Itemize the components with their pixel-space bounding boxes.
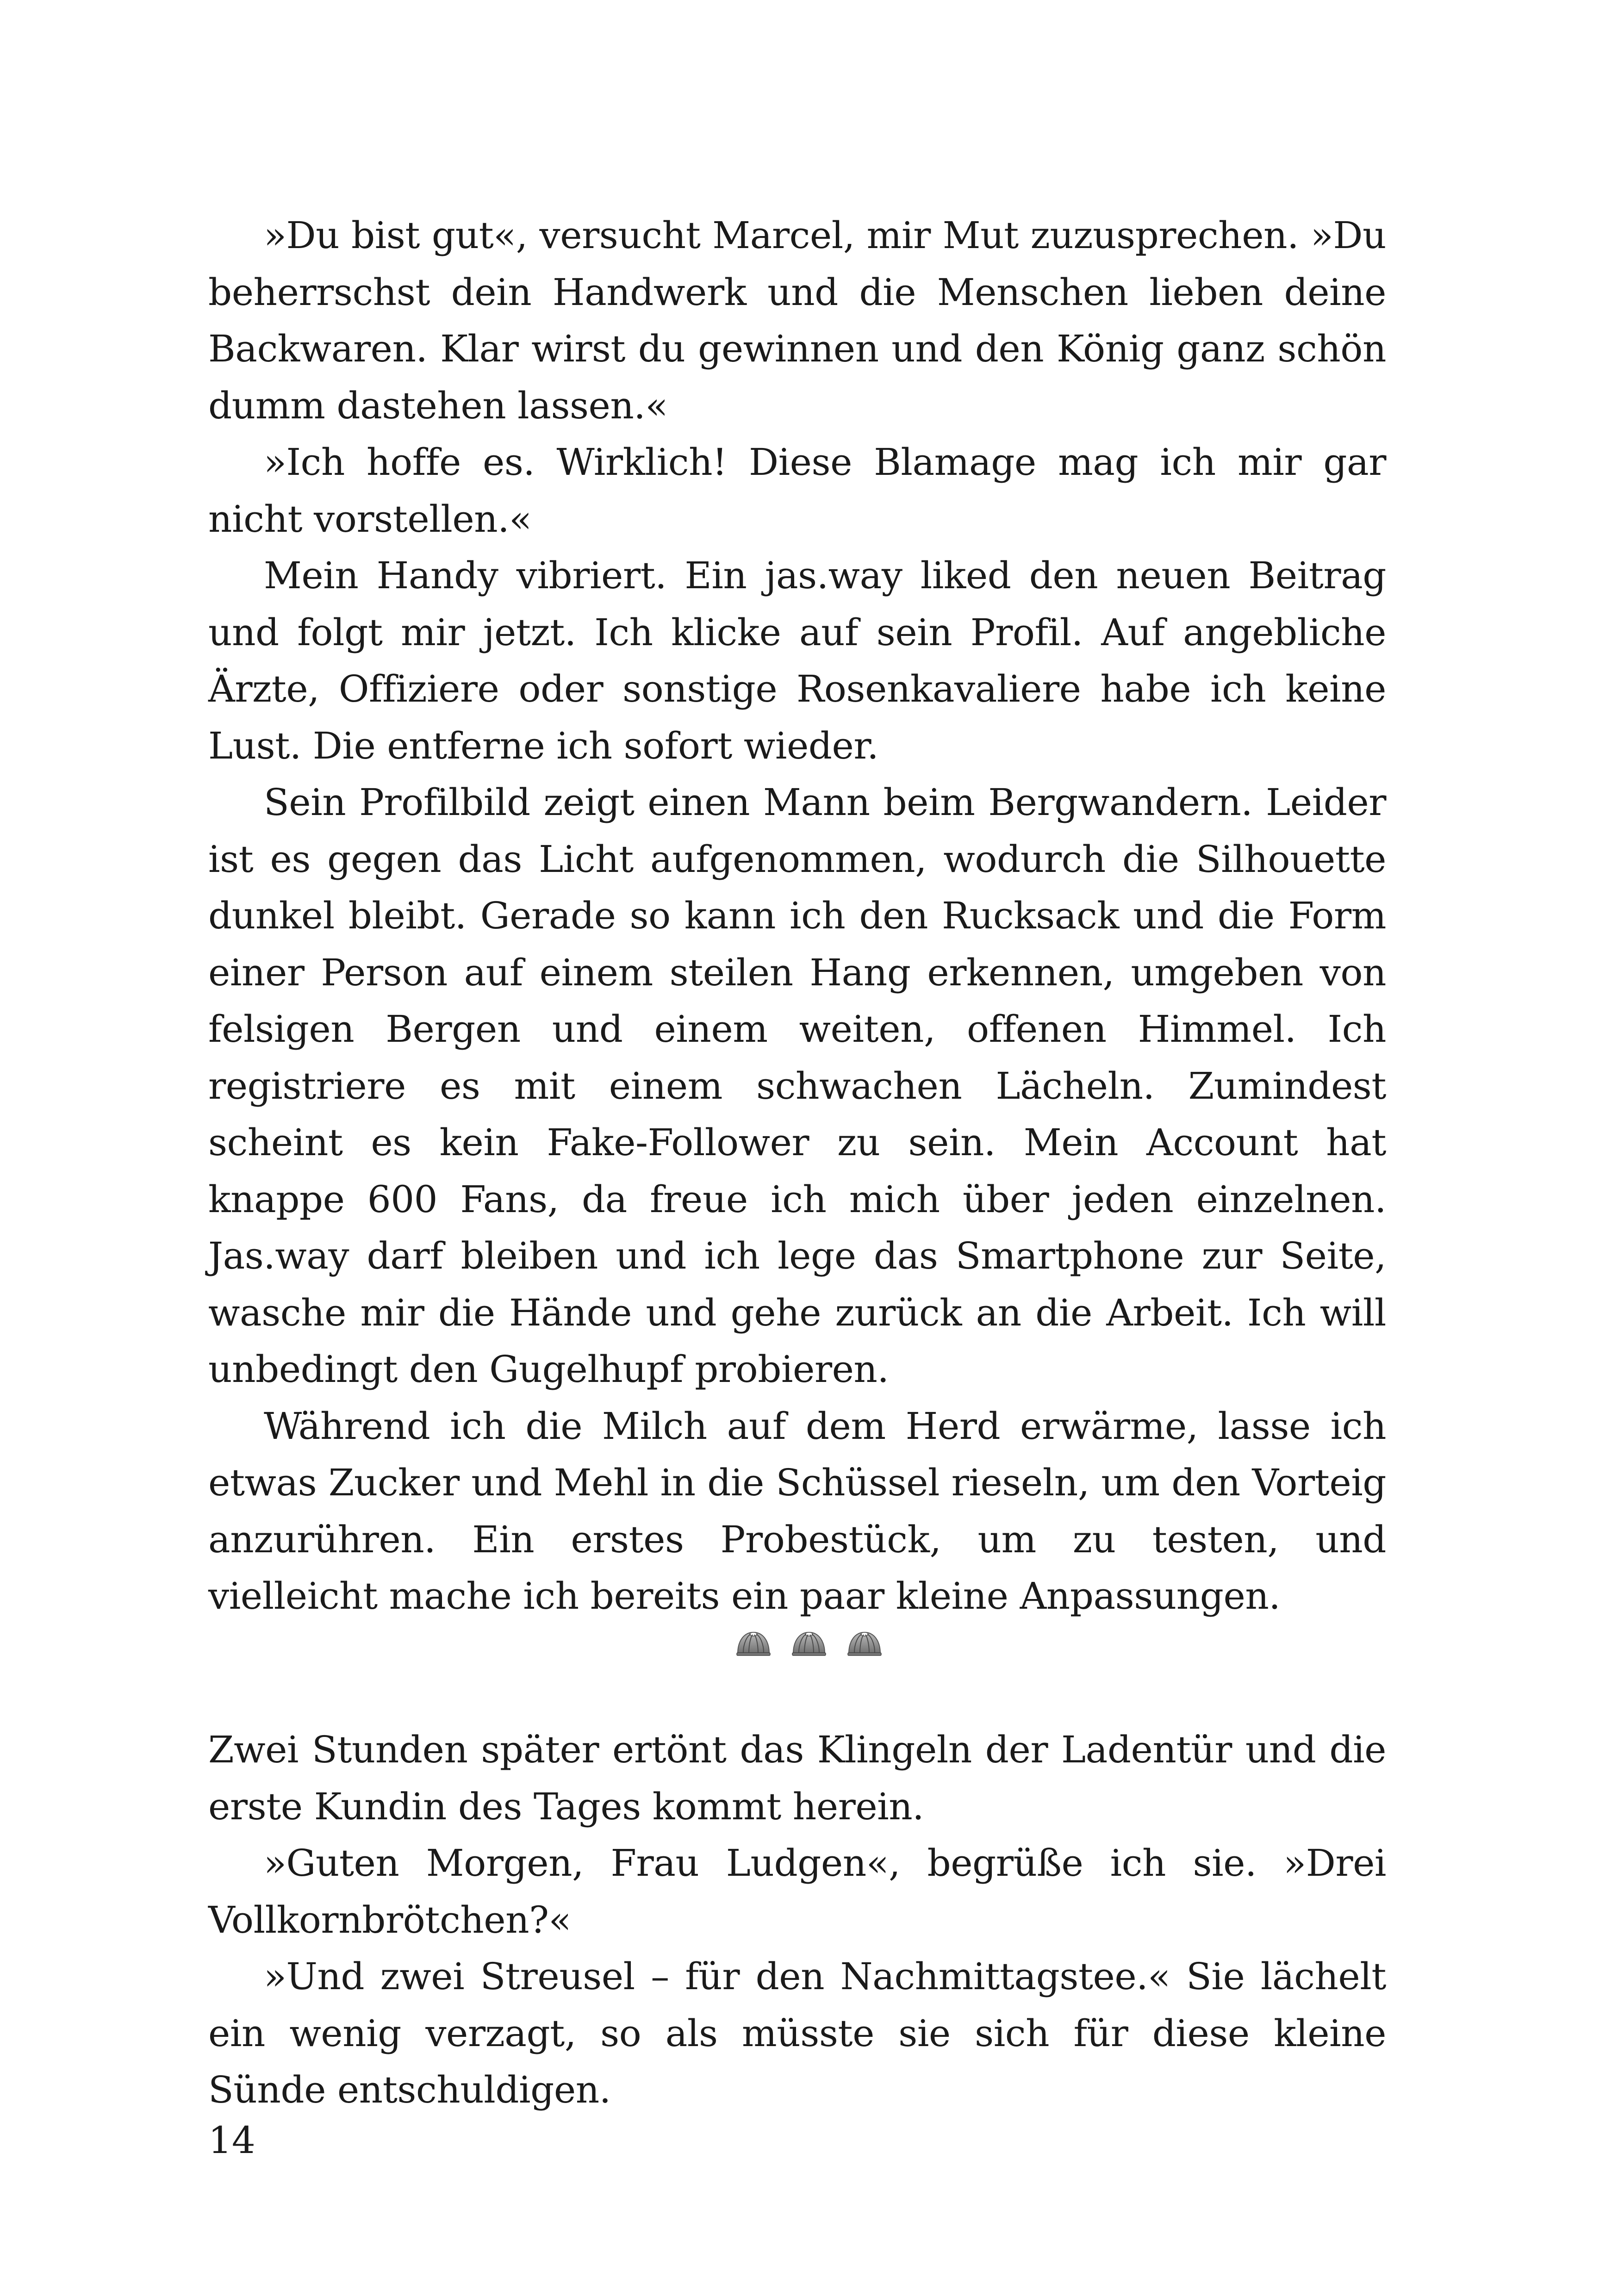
paragraph: Mein Handy vibriert. Ein jas.way liked den neuen Beitrag und folgt mir jetzt. Ich klicke auf sein Profil. Auf angebliche Ärzte, Offiziere oder sonstige Rosenkavaliere habe ich keine Lust. Die entferne ich sofort wieder. [208,554,1386,767]
text-section-2 [208,1722,1386,2119]
gugelhupf-icon [790,1627,828,1659]
paragraph: »Und zwei Streusel – für den Nachmittagstee.« Sie lächelt ein wenig verzagt, so als müsste sie sich für diese kleine Sünde entschuldigen. [208,1955,1386,2111]
paragraph: Zwei Stunden später ertönt das Klingeln der Ladentür und die erste Kundin des Tages kommt herein. [208,1728,1386,1828]
section-divider-ornament [716,1627,902,1668]
paragraph: »Du bist gut«, versucht Marcel, mir Mut zuzusprechen. »Du beherrschst dein Handwerk und die Menschen lieben deine Backwaren. Klar wirst du gewinnen und den König ganz schön dumm dastehen lassen.« [208,214,1386,427]
text-section-1 [208,207,1386,1625]
paragraph: »Guten Morgen, Frau Ludgen«, begrüße ich sie. »Drei Vollkornbrötchen?« [208,1842,1386,1941]
paragraph: Sein Profilbild zeigt einen Mann beim Bergwandern. Leider ist es gegen das Licht aufgenommen, wodurch die Silhouette dunkel bleibt. Gerade so kann ich den Rucksack und die Form einer Person auf einem steilen Hang erkennen, umgeben von felsigen Bergen und einem weiten, offenen Himmel. Ich registriere es mit einem schwachen Lächeln. Zumindest scheint es kein Fake-Follower zu sein. Mein Account hat knappe 600 Fans, da freue ich mich über jeden einzelnen. Jas.way darf bleiben und ich lege das Smartphone zur Seite, wasche mir die Hände und gehe zurück an die Arbeit. Ich will unbedingt den Gugelhupf probieren. [208,781,1386,1391]
gugelhupf-icon [846,1627,883,1659]
gugelhupf-icon [735,1627,772,1659]
page-number: 14 [208,2119,255,2162]
paragraph: Während ich die Milch auf dem Herd erwärme, lasse ich etwas Zucker und Mehl in die Schüssel rieseln, um den Vorteig anzurühren. Ein erstes Probestück, um zu testen, und vielleicht mache ich bereits ein paar kleine Anpassungen. [208,1404,1386,1618]
paragraph: »Ich hoffe es. Wirklich! Diese Blamage mag ich mir gar nicht vorstellen.« [208,441,1386,541]
